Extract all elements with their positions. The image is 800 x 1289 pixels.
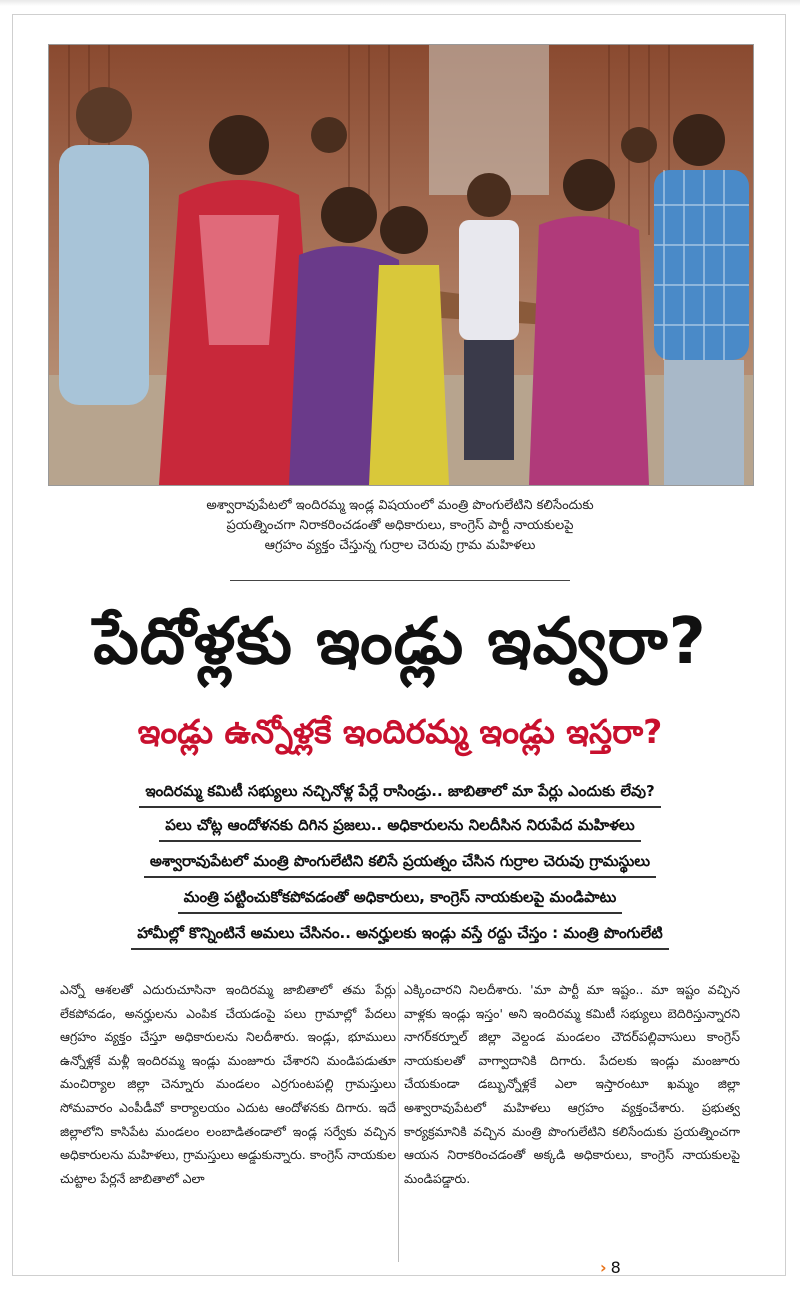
deck-line-1 bbox=[30, 776, 770, 808]
deck-text: అశ్వారావుపేటలో మంత్రి పొంగులేటిని కలిసే ప్రయత్నం చేసిన గుర్రాల చెరువు గ్రామస్థులు bbox=[144, 846, 656, 878]
caption-divider bbox=[230, 580, 570, 581]
deck-line-5 bbox=[30, 918, 770, 950]
deck-line-2 bbox=[30, 810, 770, 842]
page-number: 8 bbox=[610, 1258, 621, 1277]
protest-photo-icon bbox=[49, 45, 753, 485]
headline: పేదోళ్లకు ఇండ్లు ఇవ్వరా? bbox=[93, 605, 707, 679]
body-column-2: ఎక్కించారని నిలదీశారు. 'మా పార్టీ మా ఇష్టం.. మా ఇష్టం వచ్చిన వాళ్లకు ఇండ్లు ఇస్తం' అని ఇందిరమ్మ కమిటీ సభ్యులు బెదిరిస్తున్నారని నాగర్‌కర్నూల్ జిల్లా వెల్దండ మండలం చౌదర్‌పల్లివాసులు కాంగ్రెస్ నాయకులతో వాగ్వాదానికి దిగారు. పేదలకు ఇండ్లు మంజూరు చేయకుండా డబ్బున్నోళ్లకే ఎలా ఇస్తారంటూ ఖమ్మం జిల్లా అశ్వారావుపేటలో మహిళలు ఆగ్రహం వ్యక్తంచేశారు. ప్రభుత్వ కార్యక్రమానికి వచ్చిన మంత్రి పొంగులేటిని కలిసేందుకు ప్రయత్నించగా ఆయన నిరాకరించడంతో అక్కడి అధికారులు, కాంగ్రెస్ నాయకులపై మండిపడ్డారు. bbox=[404, 982, 740, 1186]
deck-text: పలు చోట్ల ఆందోళనకు దిగిన ప్రజలు.. అధికారులను నిలదీసిన నిరుపేద మహిళలు bbox=[159, 810, 641, 842]
caption-line-1: అశ్వారావుపేటలో ఇందిరమ్మ ఇండ్ల విషయంలో మంత్రి పొంగులేటిని కలిసేందుకు bbox=[206, 498, 594, 513]
deck-text: మంత్రి పట్టించుకోకపోవడంతో అధికారులు, కాంగ్రెస్ నాయకులపై మండిపాటు bbox=[178, 882, 623, 914]
deck-text: ఇందిరమ్మ కమిటీ సభ్యులు నచ్చినోళ్ల పేర్లే రాసిండ్రు.. జాబితాలో మా పేర్లు ఎందుకు లేవు? bbox=[139, 776, 660, 808]
deck-text: హామీల్లో కొన్నింటినే అమలు చేసినం.. అనర్హులకు ఇండ్లు వస్తే రద్దు చేస్తం : మంత్రి పొంగులేటి bbox=[131, 918, 668, 950]
caption-line-3: ఆగ్రహం వ్యక్తం చేస్తున్న గుర్రాల చెరువు గ్రామ మహిళలు bbox=[264, 538, 536, 553]
caption-line-2: ప్రయత్నించగా నిరాకరించడంతో అధికారులు, కాంగ్రెస్ పార్టీ నాయకులపై bbox=[226, 518, 574, 533]
body-column-1: ఎన్నో ఆశలతో ఎదురుచూసినా ఇందిరమ్మ జాబితాలో తమ పేర్లు లేకపోవడం, అనర్హులను ఎంపిక చేయడంపై పలు గ్రామాల్లో పేదలు ఆగ్రహం వ్యక్తం చేస్తూ అధికారులను నిలదీశారు. ఇండ్లు, భూములు ఉన్నోళ్లకే మళ్లీ ఇందిరమ్మ ఇండ్లు మంజూరు చేశారని మండిపడుతూ మంచిర్యాల జిల్లా చెన్నూరు మండలం ఎర్రగుంటపల్లి గ్రామస్తులు సోమవారం ఎంపీడీవో కార్యాలయం ఎదుట ఆందోళనకు దిగారు. ఇదే జిల్లాలోని కాసిపేట మండలం లంబాడితండాలో ఇండ్ల సర్వేకు వచ్చిన అధికారులను మహిళలు, గ్రామస్తులు అడ్డుకున్నారు. కాంగ్రెస్ నాయకుల చుట్టాల పేర్లనే జాబితాలో ఎలా bbox=[60, 982, 396, 1186]
subheadline: ఇండ్లు ఉన్నోళ్లకే ఇందిరమ్మ ఇండ్లు ఇస్తరా? bbox=[137, 712, 663, 751]
chevron-right-icon: › bbox=[600, 1258, 607, 1277]
deck-line-3 bbox=[30, 846, 770, 878]
top-edge bbox=[0, 0, 800, 6]
continued-page-ref[interactable] bbox=[600, 1258, 621, 1277]
column-divider bbox=[398, 982, 399, 1262]
deck-line-4 bbox=[30, 882, 770, 914]
news-photo bbox=[48, 44, 754, 486]
photo-caption bbox=[100, 496, 700, 556]
